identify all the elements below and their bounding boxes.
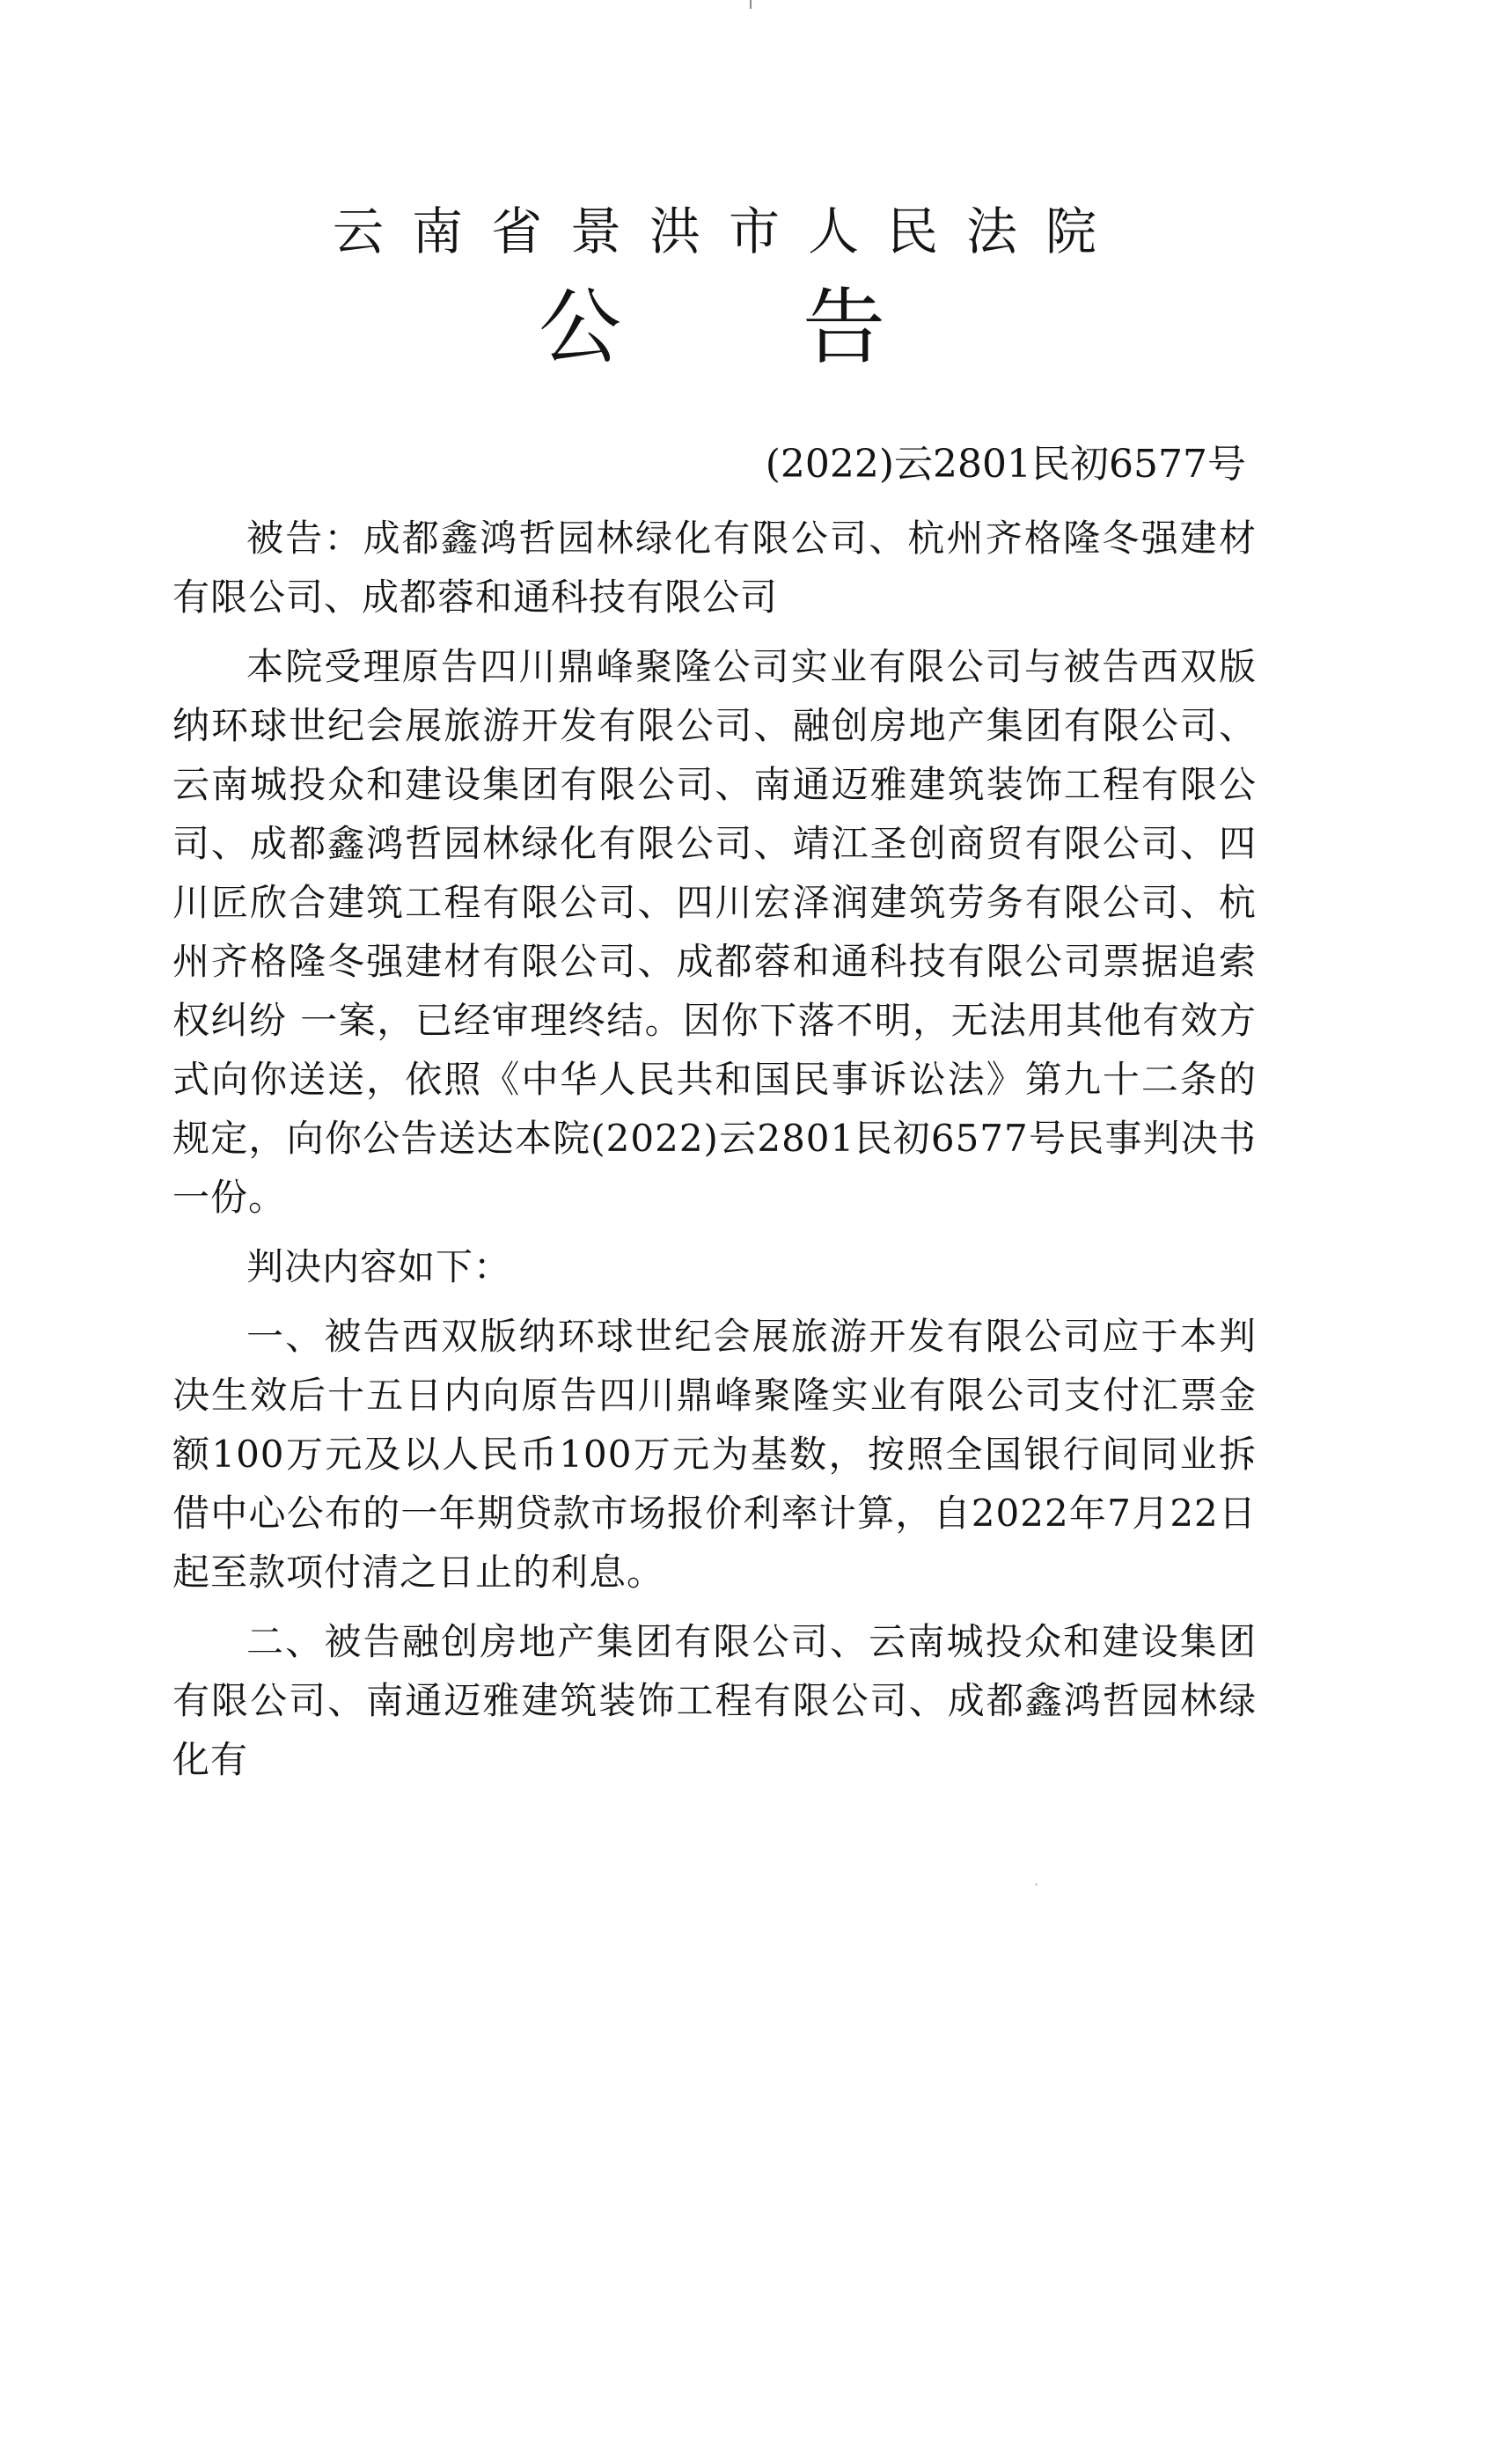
notice-paragraph: 本院受理原告四川鼎峰聚隆公司实业有限公司与被告西双版纳环球世纪会展旅游开发有限公司、融创房地产集团有限公司、云南城投众和建设集团有限公司、南通迈雅建筑装饰工程有限公司、成都鑫鸿哲园林绿化有限公司、靖江圣创商贸有限公司、四川匠欣合建筑工程有限公司、四川宏泽润建筑劳务有限公司、杭州齐格隆冬强建材有限公司、成都蓉和通科技有限公司票据追索权纠纷 一案，已经审理终结。因你下落不明，无法用其他有效方式向你送送，依照《中华人民共和国民事诉讼法》第九十二条的规定，向你公告送达本院(2022)云2801民初6577号民事判决书一份。 — [172, 645, 1257, 1219]
judgment-intro: 判决内容如下： — [246, 1245, 512, 1288]
document-title: 公告 — [539, 280, 1067, 376]
defendants-paragraph: 被告：成都鑫鸿哲园林绿化有限公司、杭州齐格隆冬强建材有限公司、成都蓉和通科技有限公司 — [172, 517, 1257, 619]
judgment-item-1: 一、被告西双版纳环球世纪会展旅游开发有限公司应于本判决生效后十五日内向原告四川鼎峰聚隆实业有限公司支付汇票金额100万元及以人民币100万元为基数，按照全国银行间同业拆借中心公布的一年期贷款市场报价利率计算，自2022年7月22日起至款项付清之日止的利息。 — [172, 1315, 1257, 1594]
case-number: (2022)云2801民初6577号 — [765, 442, 1246, 487]
notice-body — [172, 509, 1257, 1789]
scan-speck — [1035, 1883, 1038, 1886]
scan-edge-mark — [750, 0, 752, 9]
judgment-item-2: 二、被告融创房地产集团有限公司、云南城投众和建设集团有限公司、南通迈雅建筑装饰工程有限公司、成都鑫鸿哲园林绿化有 — [172, 1620, 1257, 1781]
court-name: 云南省景洪市人民法院 — [333, 202, 1126, 261]
